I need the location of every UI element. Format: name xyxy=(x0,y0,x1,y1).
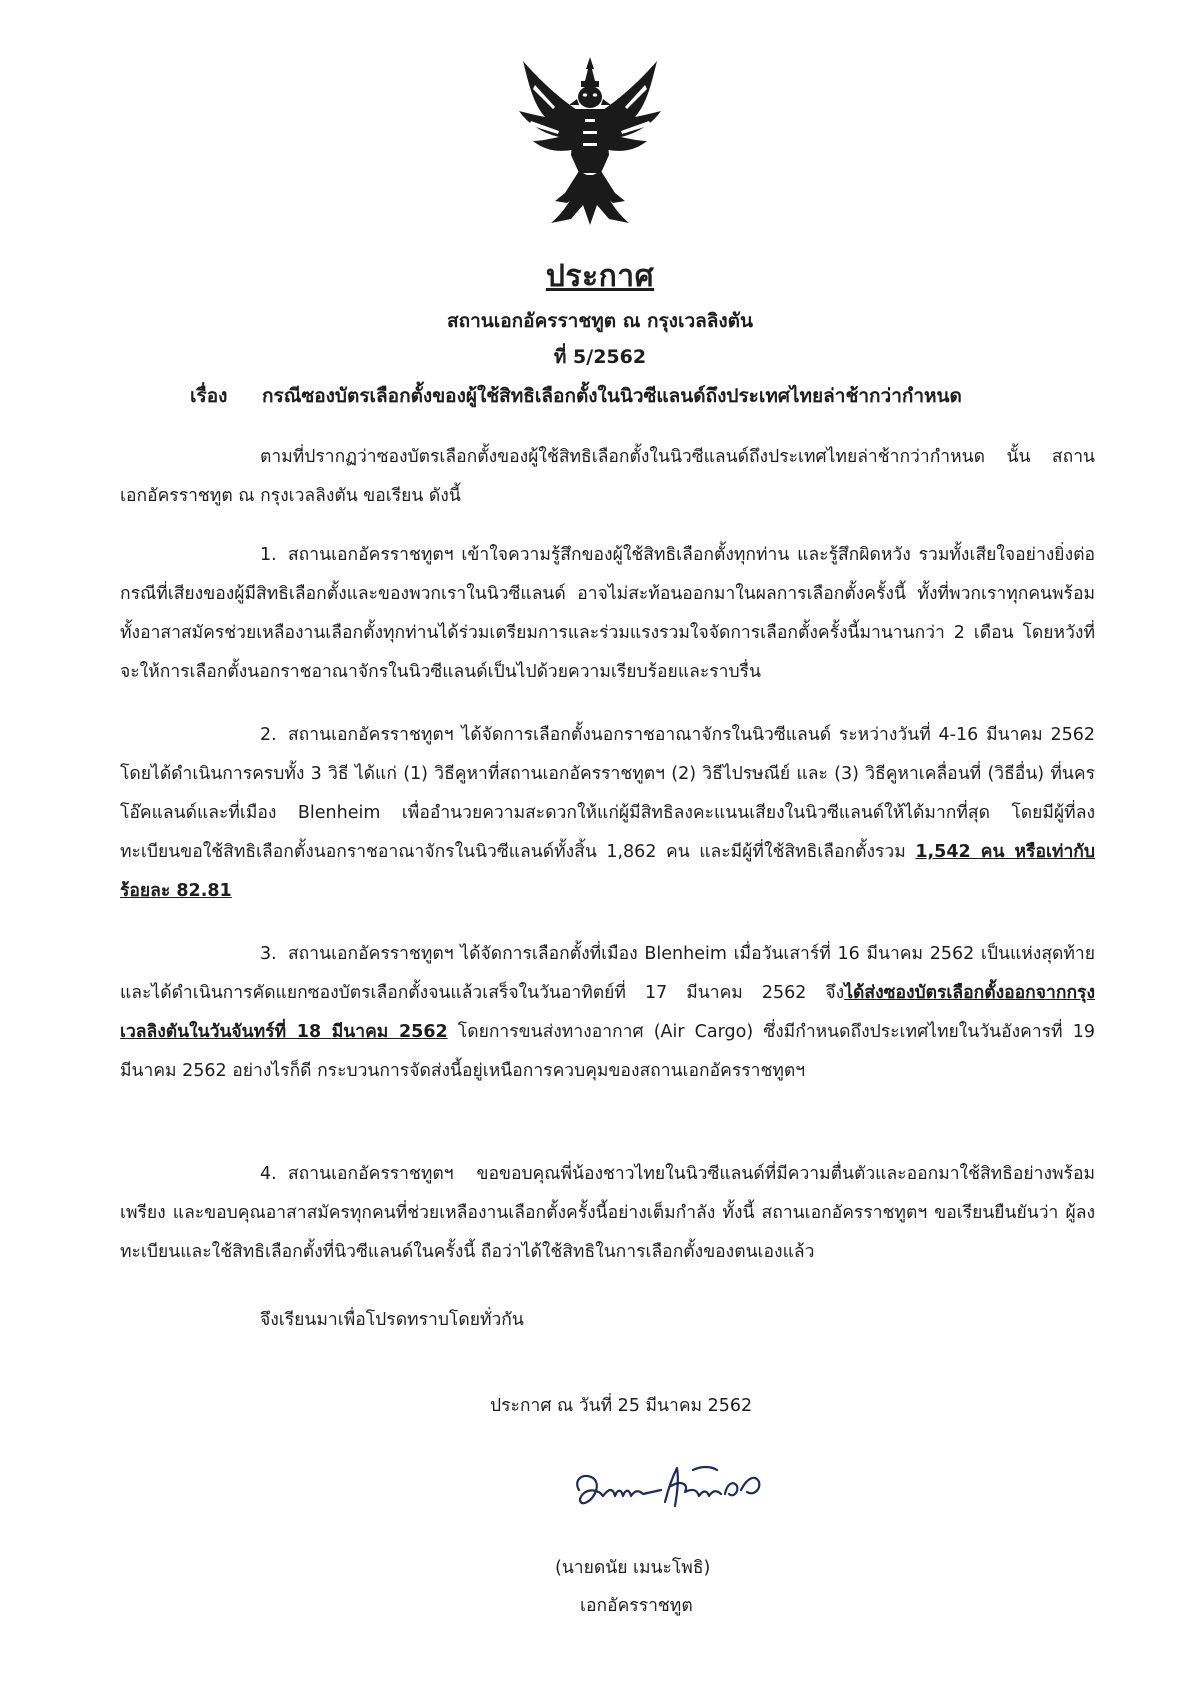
announcement-title: ประกาศ xyxy=(545,259,655,294)
paragraph-3-number: 3. xyxy=(260,944,277,964)
paragraph-4-number: 4. xyxy=(260,1164,277,1184)
signer-name: (นายดนัย เมนะโพธิ) xyxy=(555,1558,711,1578)
signer-title: เอกอัครราชทูต xyxy=(580,1596,693,1616)
paragraph-2-number: 2. xyxy=(260,725,277,745)
paragraph-4 xyxy=(120,1155,1095,1272)
paragraph-1-text: สถานเอกอัครราชทูตฯ เข้าใจความรู้สึกของผู้ใช้สิทธิเลือกตั้งทุกท่าน และรู้สึกผิดหวัง รวมทั้งเสียใจอย่างยิ่งต่อกรณีที่เสียงของผู้มีสิทธิเลือกตั้งและของพวกเราในนิวซีแลนด์ อาจไม่สะท้อนออกมาในผลการเลือกตั้งครั้งนี้ ทั้งที่พวกเราทุกคนพร้อมทั้งอาสาสมัครช่วยเหลืองานเลือกตั้งทุกท่านได้ร่วมเตรียมการและร่วมแรงรวมใจจัดการเลือกตั้งครั้งนี้มานานกว่า 2 เดือน โดยหวังที่จะให้การเลือกตั้งนอกราชอาณาจักรในนิวซีแลนด์เป็นไปด้วยความเรียบร้อยและราบรื่น xyxy=(120,545,1095,682)
paragraph-2 xyxy=(120,716,1095,911)
intro-paragraph xyxy=(120,438,1095,516)
subject-text: กรณีซองบัตรเลือกตั้งของผู้ใช้สิทธิเลือกตั้งในนิวซีแลนด์ถึงประเทศไทยล่าช้ากว่ากำหนด xyxy=(262,385,962,407)
subject-label: เรื่อง xyxy=(190,385,228,407)
paragraph-2-text: สถานเอกอัครราชทูตฯ ได้จัดการเลือกตั้งนอกราชอาณาจักรในนิวซีแลนด์ ระหว่างวันที่ 4-16 มีนาคม 2562 โดยได้ดำเนินการครบทั้ง 3 วิธี ได้แก่ (1) วิธีคูหาที่สถานเอกอัครราชทูตฯ (2) วิธีไปรษณีย์ และ (3) วิธีคูหาเคลื่อนที่ (วิธีอื่น) ที่นครโอ๊คแลนด์และที่เมือง Blenheim เพื่ออำนวยความสะดวกให้แก่ผู้มีสิทธิลงคะแนนเสียงในนิวซีแลนด์ให้ได้มากที่สุด โดยมีผู้ที่ลงทะเบียนขอใช้สิทธิเลือกตั้งนอกราชอาณาจักรในนิวซีแลนด์ทั้งสิ้น 1,862 คน และมีผู้ที่ใช้สิทธิเลือกตั้งรวม xyxy=(120,725,1095,862)
intro-text: ตามที่ปรากฏว่าซองบัตรเลือกตั้งของผู้ใช้สิทธิเลือกตั้งในนิวซีแลนด์ถึงประเทศไทยล่าช้ากว่ากำหนด นั้น สถานเอกอัครราชทูต ณ กรุงเวลลิงตัน ขอเรียน ดังนี้ xyxy=(120,447,1095,506)
paragraph-4-text: สถานเอกอัครราชทูตฯ ขอขอบคุณพี่น้องชาวไทยในนิวซีแลนด์ที่มีความตื่นตัวและออกมาใช้สิทธิอย่างพร้อมเพรียง และขอบคุณอาสาสมัครทุกคนที่ช่วยเหลืองานเลือกตั้งครั้งนี้อย่างเต็มกำลัง ทั้งนี้ สถานเอกอัครราชทูตฯ ขอเรียนยืนยันว่า ผู้ลงทะเบียนและใช้สิทธิเลือกตั้งที่นิวซีแลนด์ในครั้งนี้ ถือว่าได้ใช้สิทธิในการเลือกตั้งของตนเองแล้ว xyxy=(120,1164,1095,1262)
paragraph-1 xyxy=(120,536,1095,692)
announcement-number: ที่ 5/2562 xyxy=(553,346,647,368)
paragraph-3-emphasis: ได้ส่งซองบัตรเลือกตั้งออกจากกรุงเวลลิงตันในวันจันทร์ที่ 18 มีนาคม 2562 xyxy=(120,983,1095,1042)
subject-line xyxy=(190,381,1120,411)
embassy-name: สถานเอกอัครราชทูต ณ กรุงเวลลิงตัน xyxy=(446,310,754,332)
closing-line: จึงเรียนมาเพื่อโปรดทราบโดยทั่วกัน xyxy=(260,1310,524,1330)
paragraph-1-number: 1. xyxy=(260,545,277,565)
paragraph-3 xyxy=(120,935,1095,1091)
garuda-emblem-icon xyxy=(515,55,665,230)
paragraph-3-text: สถานเอกอัครราชทูตฯ ได้จัดการเลือกตั้งที่เมือง Blenheim เมื่อวันเสาร์ที่ 16 มีนาคม 2562 เป็นแห่งสุดท้ายและได้ดำเนินการคัดแยกซองบัตรเลือกตั้งจนแล้วเสร็จในวันอาทิตย์ที่ 17 มีนาคม 2562 จึง xyxy=(120,944,1095,1003)
announcement-date: ประกาศ ณ วันที่ 25 มีนาคม 2562 xyxy=(490,1396,753,1416)
paragraph-3-rest: โดยการขนส่งทางอากาศ (Air Cargo) ซึ่งมีกำหนดถึงประเทศไทยในวันอังคารที่ 19 มีนาคม 2562 อย่างไรก็ดี กระบวนการจัดส่งนี้อยู่เหนือการควบคุมของสถานเอกอัครราชทูตฯ xyxy=(120,1022,1095,1081)
signature-image xyxy=(565,1450,775,1530)
paragraph-2-emphasis: 1,542 คน หรือเท่ากับร้อยละ 82.81 xyxy=(120,842,1096,901)
